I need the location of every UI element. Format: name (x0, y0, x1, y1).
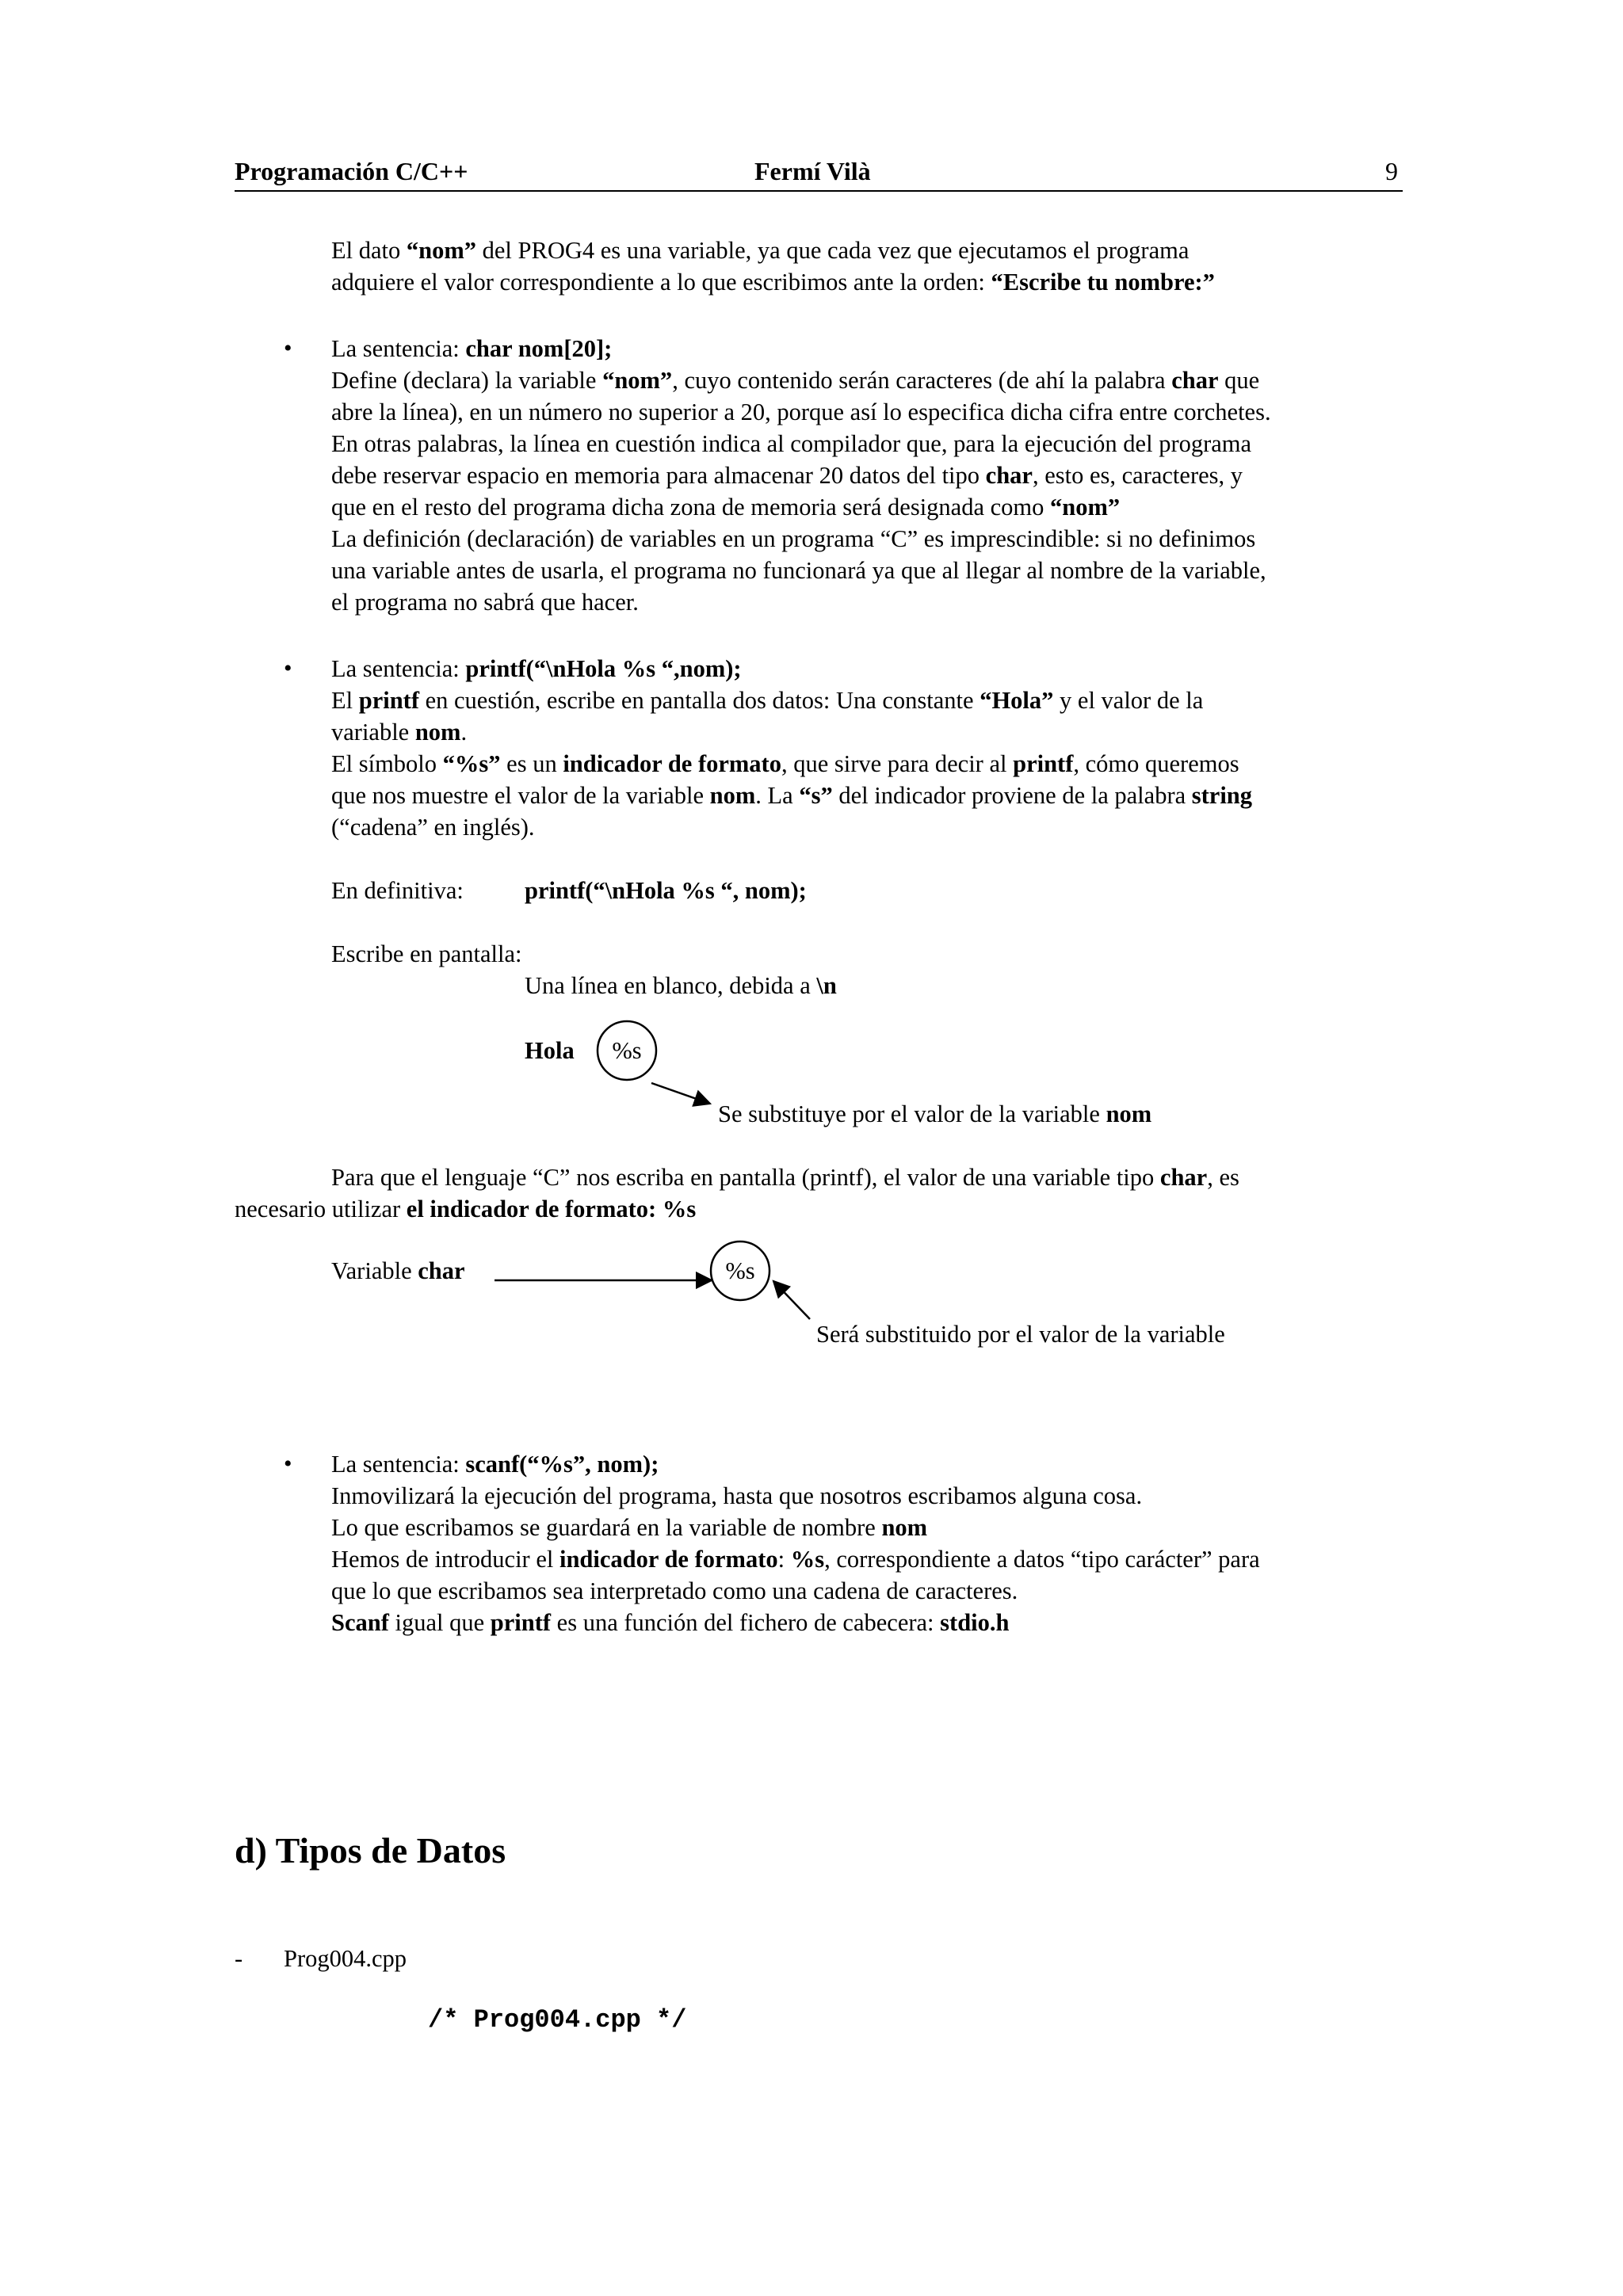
substituye-text: Se substituye por el valor de la variable nom (718, 1100, 1152, 1127)
format-circle-2 (711, 1241, 769, 1300)
scanf-line-4: que lo que escribamos sea interpretado como una cadena de caracteres. (331, 1577, 1018, 1604)
blank-line-text: Una línea en blanco, debida a \n (525, 972, 837, 999)
header-author: Fermí Vilà (754, 157, 871, 185)
section-heading: d) Tipos de Datos (235, 1830, 506, 1871)
definitiva-label: En definitiva: (331, 877, 464, 904)
printf-line-4: que nos muestre el valor de la variable nom. La “s” del indicador proviene de la palabra string (331, 782, 1253, 809)
para-line-2: necesario utilizar el indicador de formato: %s (235, 1196, 697, 1222)
intro-line-2: adquiere el valor correspondiente a lo que escribimos ante la orden: “Escribe tu nombre:” (331, 269, 1215, 296)
printf-line-1: El printf en cuestión, escribe en pantalla dos datos: Una constante “Hola” y el valor de la (331, 687, 1204, 714)
para-line-1: Para que el lenguaje “C” nos escriba en pantalla (printf), el valor de una variable tipo char, es (331, 1164, 1239, 1191)
char-line-5: que en el resto del programa dicha zona de memoria será designada como “nom” (331, 494, 1121, 521)
scanf-line-2: Lo que escribamos se guardará en la variable de nombre nom (331, 1514, 928, 1541)
code-comment: /* Prog004.cpp */ (428, 2005, 687, 2035)
arrow-to-substituye (651, 1083, 710, 1104)
char-line-4: debe reservar espacio en memoria para almacenar 20 datos del tipo char, esto es, caracteres, y (331, 462, 1243, 489)
printf-line-5: (“cadena” en inglés). (331, 814, 535, 841)
hola-text: Hola (525, 1037, 575, 1064)
printf-line-3: El símbolo “%s” es un indicador de formato, que sirve para decir al printf, cómo queremos (331, 750, 1239, 777)
scanf-line-1: Inmovilizará la ejecución del programa, hasta que nosotros escribamos alguna cosa. (331, 1482, 1143, 1509)
scanf-line-5: Scanf igual que printf es una función del fichero de cabecera: stdio.h (331, 1609, 1010, 1636)
arrow-substituido-to-circle (773, 1281, 810, 1319)
bullet-scanf-lead: La sentencia: scanf(“%s”, nom); (331, 1451, 659, 1478)
char-line-7: una variable antes de usarla, el programa no funcionará ya que al llegar al nombre de la variable, (331, 557, 1266, 584)
bullet-dot: • (284, 1451, 292, 1477)
char-line-1: Define (declara) la variable “nom”, cuyo contenido serán caracteres (de ahí la palabra char que (331, 367, 1260, 394)
file-name: Prog004.cpp (284, 1945, 407, 1972)
circle-s-label: %s (612, 1037, 642, 1064)
bullet-dot: • (284, 335, 292, 361)
char-line-2: abre la línea), en un número no superior a 20, porque así lo especifica dicha cifra entre corchetes. (331, 399, 1271, 425)
format-circle-1 (598, 1021, 656, 1080)
dash-marker: - (235, 1945, 243, 1972)
bullet-dot: • (284, 655, 292, 681)
char-line-3: En otras palabras, la línea en cuestión indica al compilador que, para la ejecución del programa (331, 430, 1252, 457)
bullet-printf-lead: La sentencia: printf(“\nHola %s “,nom); (331, 655, 742, 682)
substituido-text: Será substituido por el valor de la variable (816, 1321, 1225, 1348)
header-title: Programación C/C++ (235, 157, 468, 185)
char-line-6: La definición (declaración) de variables en un programa “C” es imprescindible: si no definimos (331, 525, 1256, 552)
variable-char-label: Variable char (331, 1257, 465, 1284)
bullet-char-lead: La sentencia: char nom[20]; (331, 335, 613, 362)
escribe-label: Escribe en pantalla: (331, 940, 522, 967)
definitiva-code: printf(“\nHola %s “, nom); (525, 877, 807, 904)
char-line-8: el programa no sabrá que hacer. (331, 589, 639, 616)
printf-line-2: variable nom. (331, 719, 468, 746)
scanf-line-3: Hemos de introducir el indicador de formato: %s, correspondiente a datos “tipo carácter” para (331, 1546, 1260, 1573)
circle-s-label-2: %s (725, 1257, 755, 1284)
page-number: 9 (1385, 157, 1398, 185)
intro-line-1: El dato “nom” del PROG4 es una variable, ya que cada vez que ejecutamos el programa (331, 237, 1190, 264)
